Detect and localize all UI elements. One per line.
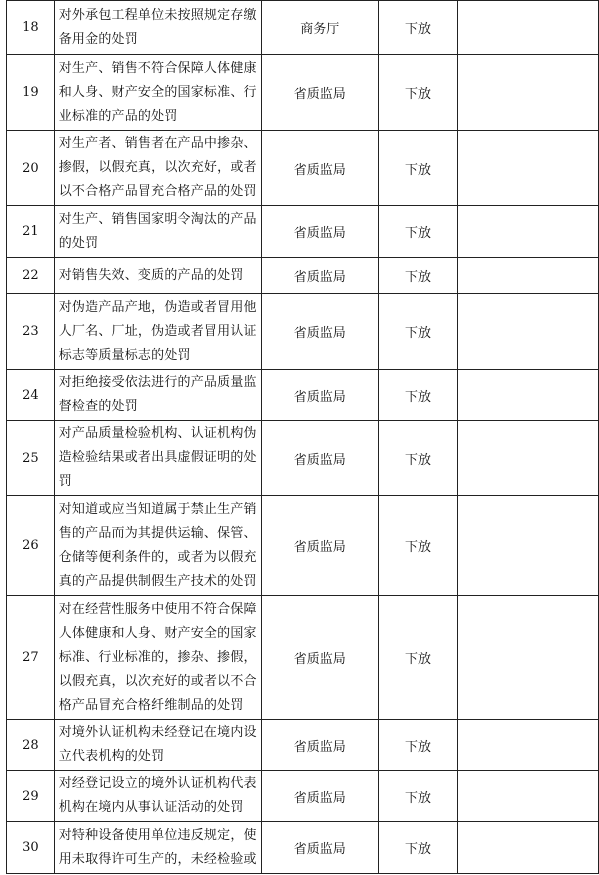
penalty-item-text [54, 496, 261, 596]
item-text-line: 对伪造产品产地，伪造或者冒用他 [58, 299, 257, 315]
penalty-item-text [54, 206, 261, 258]
handling-mode: 下放 [378, 258, 457, 294]
penalty-item-text [54, 294, 261, 370]
item-text-line: 立代表机构的处罚 [58, 749, 165, 764]
row-number: 25 [7, 421, 55, 496]
handling-mode: 下放 [378, 596, 457, 720]
responsible-department: 省质监局 [261, 370, 378, 421]
responsible-department: 省质监局 [261, 496, 378, 596]
responsible-department: 省质监局 [261, 421, 378, 496]
handling-mode: 下放 [378, 771, 457, 822]
table-row [7, 1, 599, 55]
handling-mode: 下放 [378, 206, 457, 258]
handling-mode: 下放 [378, 55, 457, 131]
row-number: 20 [7, 131, 55, 206]
handling-mode: 下放 [378, 421, 457, 496]
penalty-item-text [54, 771, 261, 822]
item-text-line: 机构在境内从事认证活动的处罚 [58, 800, 244, 815]
item-text-line: 对外承包工程单位未按照规定存缴 [58, 7, 257, 23]
item-text-line: 对销售失效、变质的产品的处罚 [58, 267, 244, 283]
remarks-cell [458, 206, 599, 258]
remarks-cell [458, 720, 599, 771]
item-text-line: 人厂名、厂址，伪造或者冒用认证 [58, 323, 257, 339]
row-number: 27 [7, 596, 55, 720]
row-number: 18 [7, 1, 55, 55]
remarks-cell [458, 596, 599, 720]
item-text-line: 标志等质量标志的处罚 [58, 347, 191, 363]
handling-mode: 下放 [378, 131, 457, 206]
penalty-item-text [54, 720, 261, 771]
item-text-line: 对境外认证机构未经登记在境内设 [58, 725, 257, 740]
remarks-cell [458, 131, 599, 206]
row-number: 22 [7, 258, 55, 294]
handling-mode: 下放 [378, 294, 457, 370]
item-text-line: 标准、行业标准的，掺杂、掺假， [58, 649, 257, 665]
item-text-line: 掺假，以假充真，以次充好，或者 [58, 160, 257, 175]
penalty-item-text [54, 822, 261, 874]
handling-mode: 下放 [378, 822, 457, 874]
table-row [7, 822, 599, 874]
item-text-line: 用未取得许可生产的，未经检验或 [58, 851, 257, 867]
item-text-line: 格产品冒充合格纤维制品的处罚 [58, 697, 244, 713]
handling-mode: 下放 [378, 1, 457, 55]
remarks-cell [458, 258, 599, 294]
row-number: 24 [7, 370, 55, 421]
remarks-cell [458, 496, 599, 596]
table-row [7, 258, 599, 294]
row-number: 23 [7, 294, 55, 370]
row-number: 30 [7, 822, 55, 874]
remarks-cell [458, 1, 599, 55]
item-text-line: 对经登记设立的境外认证机构代表 [58, 776, 257, 791]
responsible-department: 省质监局 [261, 822, 378, 874]
table-row [7, 206, 599, 258]
responsible-department: 省质监局 [261, 206, 378, 258]
responsible-department: 省质监局 [261, 596, 378, 720]
item-text-line: 以假充真，以次充好的或者以不合 [58, 673, 257, 689]
table-row [7, 421, 599, 496]
penalty-item-text [54, 258, 261, 294]
table-row [7, 131, 599, 206]
responsible-department: 省质监局 [261, 294, 378, 370]
item-text-line: 对知道或应当知道属于禁止生产销 [58, 501, 257, 517]
penalty-item-text [54, 1, 261, 55]
responsible-department: 省质监局 [261, 771, 378, 822]
item-text-line: 和人身、财产安全的国家标准、行 [58, 84, 257, 100]
row-number: 19 [7, 55, 55, 131]
item-text-line: 对特种设备使用单位违反规定，使 [58, 827, 257, 843]
penalty-item-text [54, 370, 261, 421]
handling-mode: 下放 [378, 370, 457, 421]
remarks-cell [458, 421, 599, 496]
remarks-cell [458, 771, 599, 822]
table-row [7, 720, 599, 771]
table-row [7, 55, 599, 131]
row-number: 28 [7, 720, 55, 771]
penalty-item-text [54, 55, 261, 131]
responsible-department: 省质监局 [261, 258, 378, 294]
row-number: 21 [7, 206, 55, 258]
remarks-cell [458, 55, 599, 131]
item-text-line: 罚 [58, 474, 72, 489]
item-text-line: 对拒绝接受依法进行的产品质量监 [58, 375, 257, 390]
table-row [7, 294, 599, 370]
item-text-line: 督检查的处罚 [58, 399, 138, 414]
responsible-department: 省质监局 [261, 55, 378, 131]
responsible-department: 商务厅 [261, 1, 378, 55]
responsible-department: 省质监局 [261, 720, 378, 771]
remarks-cell [458, 370, 599, 421]
item-text-line: 对生产、销售不符合保障人体健康 [58, 60, 257, 76]
item-text-line: 对生产者、销售者在产品中掺杂、 [58, 136, 257, 151]
row-number: 26 [7, 496, 55, 596]
item-text-line: 对在经营性服务中使用不符合保障 [58, 601, 257, 617]
remarks-cell [458, 294, 599, 370]
item-text-line: 业标准的产品的处罚 [58, 108, 178, 124]
table-body [7, 1, 599, 874]
penalty-items-table [6, 0, 599, 874]
item-text-line: 人体健康和人身、财产安全的国家 [58, 625, 257, 641]
penalty-item-text [54, 596, 261, 720]
item-text-line: 对生产、销售国家明令淘汰的产品 [58, 211, 257, 227]
table-row [7, 496, 599, 596]
item-text-line: 真的产品提供制假生产技术的处罚 [58, 573, 257, 589]
item-text-line: 备用金的处罚 [58, 31, 138, 47]
table-row [7, 596, 599, 720]
penalty-item-text [54, 421, 261, 496]
item-text-line: 对产品质量检验机构、认证机构伪 [58, 426, 257, 441]
handling-mode: 下放 [378, 720, 457, 771]
item-text-line: 以不合格产品冒充合格产品的处罚 [58, 184, 257, 199]
item-text-line: 造检验结果或者出具虚假证明的处 [58, 450, 257, 465]
item-text-line: 的处罚 [58, 235, 99, 251]
item-text-line: 售的产品而为其提供运输、保管、 [58, 525, 257, 541]
row-number: 29 [7, 771, 55, 822]
responsible-department: 省质监局 [261, 131, 378, 206]
table-row [7, 771, 599, 822]
item-text-line: 仓储等便利条件的，或者为以假充 [58, 549, 257, 565]
penalty-item-text [54, 131, 261, 206]
remarks-cell [458, 822, 599, 874]
table-row [7, 370, 599, 421]
handling-mode: 下放 [378, 496, 457, 596]
